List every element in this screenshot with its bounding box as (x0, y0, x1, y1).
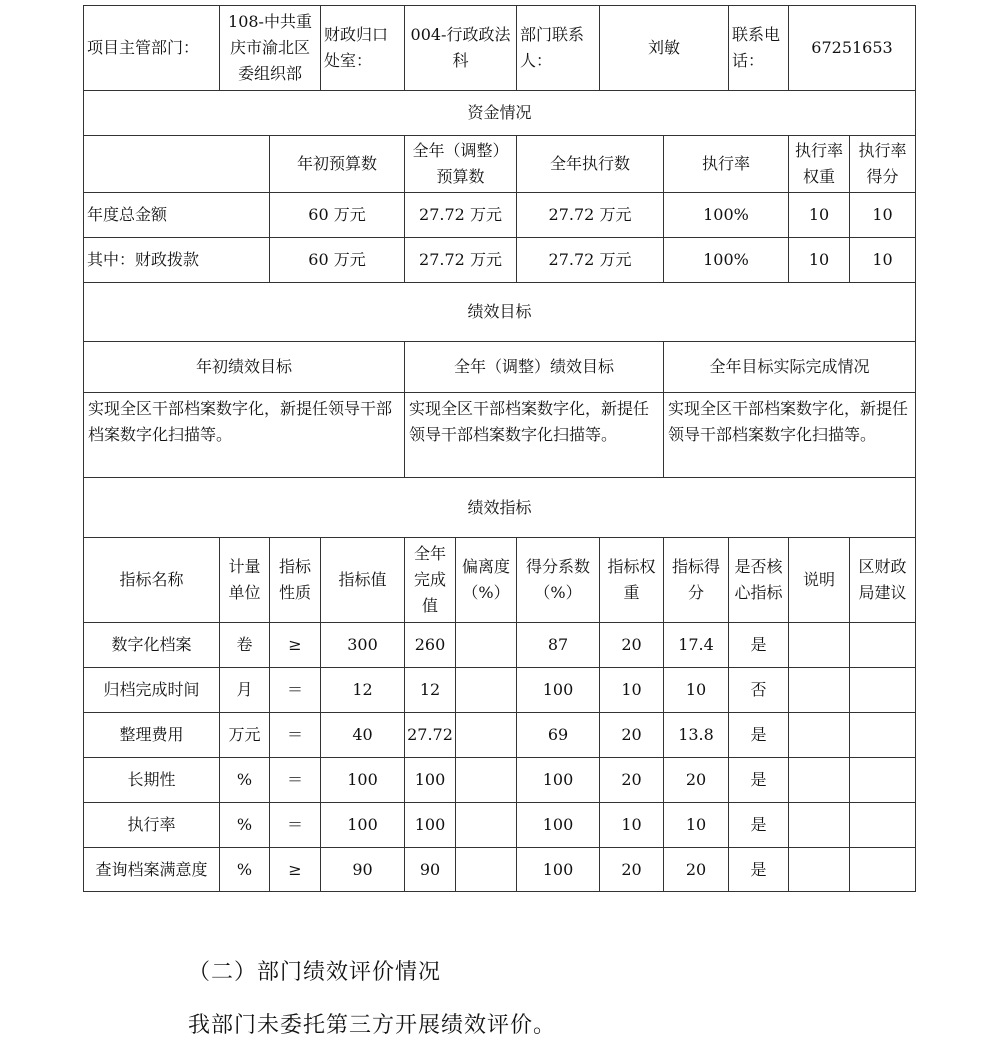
indicator-cell: ＝ (269, 757, 321, 803)
funds-header: 执行率权重 (788, 135, 850, 193)
indicator-cell: 90 (404, 847, 456, 892)
indicator-cell: % (219, 757, 270, 803)
indicator-cell: 20 (663, 847, 729, 892)
indicator-name: 查询档案满意度 (83, 847, 220, 892)
indicator-cell (455, 712, 517, 758)
indicator-cell: 20 (599, 712, 664, 758)
contact-label: 部门联系人： (516, 5, 600, 91)
funds-cell: 100% (663, 192, 789, 238)
indicator-cell (788, 712, 850, 758)
funds-cell: 60 万元 (269, 237, 405, 283)
funds-header: 全年执行数 (516, 135, 664, 193)
funds-cell: 27.72 万元 (404, 237, 517, 283)
indicator-cell: % (219, 847, 270, 892)
indicator-cell: 17.4 (663, 622, 729, 668)
indicator-cell: 27.72 (404, 712, 456, 758)
indicator-cell: 否 (728, 667, 789, 713)
goals-header: 全年（调整）绩效目标 (404, 341, 664, 393)
indicators-header: 说明 (788, 537, 850, 623)
funds-cell: 10 (788, 237, 850, 283)
indicator-cell: 10 (599, 802, 664, 848)
indicator-cell (455, 757, 517, 803)
indicator-cell: 100 (516, 802, 600, 848)
indicator-cell: 10 (663, 802, 729, 848)
indicator-name: 整理费用 (83, 712, 220, 758)
indicator-cell: 100 (404, 757, 456, 803)
indicator-cell (849, 802, 916, 848)
indicators-header: 指标权重 (599, 537, 664, 623)
funds-header: 执行率 (663, 135, 789, 193)
indicator-cell (455, 802, 517, 848)
indicator-cell: 20 (599, 622, 664, 668)
section-paragraph: 我部门未委托第三方开展绩效评价。 (188, 1013, 557, 1038)
funds-cell: 10 (788, 192, 850, 238)
indicator-cell: 是 (728, 802, 789, 848)
finance-label: 财政归口处室： (320, 5, 405, 91)
indicators-header: 指标名称 (83, 537, 220, 623)
indicator-cell (849, 712, 916, 758)
funds-cell: 27.72 万元 (404, 192, 517, 238)
indicator-name: 数字化档案 (83, 622, 220, 668)
indicator-cell: 90 (320, 847, 405, 892)
indicator-cell: ≥ (269, 847, 321, 892)
indicator-cell (849, 622, 916, 668)
indicator-cell: ＝ (269, 712, 321, 758)
indicator-name: 执行率 (83, 802, 220, 848)
indicators-header: 计量单位 (219, 537, 270, 623)
funds-row-label: 年度总金额 (83, 192, 270, 238)
goals-header: 全年目标实际完成情况 (663, 341, 916, 393)
indicator-cell (455, 667, 517, 713)
indicator-cell: 卷 (219, 622, 270, 668)
indicator-cell: 40 (320, 712, 405, 758)
indicator-cell: 69 (516, 712, 600, 758)
dept-label: 项目主管部门： (83, 5, 220, 91)
indicators-header: 是否核心指标 (728, 537, 789, 623)
phone-label: 联系电话： (728, 5, 789, 91)
section-heading: （二）部门绩效评价情况 (188, 960, 442, 985)
indicator-cell: 10 (663, 667, 729, 713)
indicator-cell: 是 (728, 847, 789, 892)
indicator-cell: 20 (663, 757, 729, 803)
indicator-cell: 100 (516, 667, 600, 713)
indicator-cell (849, 847, 916, 892)
indicator-cell (788, 757, 850, 803)
indicator-cell: 100 (320, 757, 405, 803)
funds-cell: 60 万元 (269, 192, 405, 238)
indicator-cell: 300 (320, 622, 405, 668)
funds-cell: 27.72 万元 (516, 237, 664, 283)
indicator-cell: 13.8 (663, 712, 729, 758)
indicator-cell: 是 (728, 712, 789, 758)
indicator-name: 归档完成时间 (83, 667, 220, 713)
funds-cell: 27.72 万元 (516, 192, 664, 238)
indicator-cell: 100 (404, 802, 456, 848)
phone-value: 67251653 (788, 5, 916, 91)
indicator-cell (849, 757, 916, 803)
goals-text: 实现全区干部档案数字化，新提任领导干部档案数字化扫描等。 (404, 392, 664, 478)
indicator-name: 长期性 (83, 757, 220, 803)
indicator-cell: 100 (516, 847, 600, 892)
indicator-cell (788, 847, 850, 892)
indicator-cell: 是 (728, 757, 789, 803)
indicator-cell: 20 (599, 757, 664, 803)
indicator-cell: 100 (320, 802, 405, 848)
indicator-cell: 100 (516, 757, 600, 803)
indicator-cell (788, 802, 850, 848)
indicator-cell (788, 667, 850, 713)
funds-cell: 100% (663, 237, 789, 283)
funds-header: 执行率得分 (849, 135, 916, 193)
indicators-header: 全年完成值 (404, 537, 456, 623)
indicator-cell: ＝ (269, 802, 321, 848)
funds-header-blank (83, 135, 270, 193)
indicator-cell: % (219, 802, 270, 848)
funds-header: 年初预算数 (269, 135, 405, 193)
indicator-cell: 万元 (219, 712, 270, 758)
indicator-cell: 月 (219, 667, 270, 713)
indicator-cell (455, 847, 517, 892)
finance-value: 004-行政政法科 (404, 5, 517, 91)
funds-header: 全年（调整）预算数 (404, 135, 517, 193)
funds-row-label: 其中：财政拨款 (83, 237, 270, 283)
indicators-header: 得分系数（%） (516, 537, 600, 623)
contact-value: 刘敏 (599, 5, 729, 91)
indicator-cell: 20 (599, 847, 664, 892)
indicators-header: 偏离度（%） (455, 537, 517, 623)
indicator-cell: 是 (728, 622, 789, 668)
indicator-cell: 12 (404, 667, 456, 713)
dept-value: 108-中共重庆市渝北区委组织部 (219, 5, 321, 91)
indicator-cell: 260 (404, 622, 456, 668)
indicator-cell (788, 622, 850, 668)
indicators-header: 指标值 (320, 537, 405, 623)
goals-section-title: 绩效目标 (83, 282, 916, 342)
indicator-cell (455, 622, 517, 668)
indicator-cell (849, 667, 916, 713)
indicator-cell: 12 (320, 667, 405, 713)
indicator-cell: 87 (516, 622, 600, 668)
indicator-cell: 10 (599, 667, 664, 713)
funds-section-title: 资金情况 (83, 90, 916, 136)
indicator-cell: ＝ (269, 667, 321, 713)
indicators-header: 指标得分 (663, 537, 729, 623)
indicators-section-title: 绩效指标 (83, 477, 916, 538)
indicators-header: 指标性质 (269, 537, 321, 623)
funds-cell: 10 (849, 192, 916, 238)
goals-text: 实现全区干部档案数字化，新提任领导干部档案数字化扫描等。 (83, 392, 405, 478)
funds-cell: 10 (849, 237, 916, 283)
goals-header: 年初绩效目标 (83, 341, 405, 393)
indicators-header: 区财政局建议 (849, 537, 916, 623)
indicator-cell: ≥ (269, 622, 321, 668)
goals-text: 实现全区干部档案数字化，新提任领导干部档案数字化扫描等。 (663, 392, 916, 478)
